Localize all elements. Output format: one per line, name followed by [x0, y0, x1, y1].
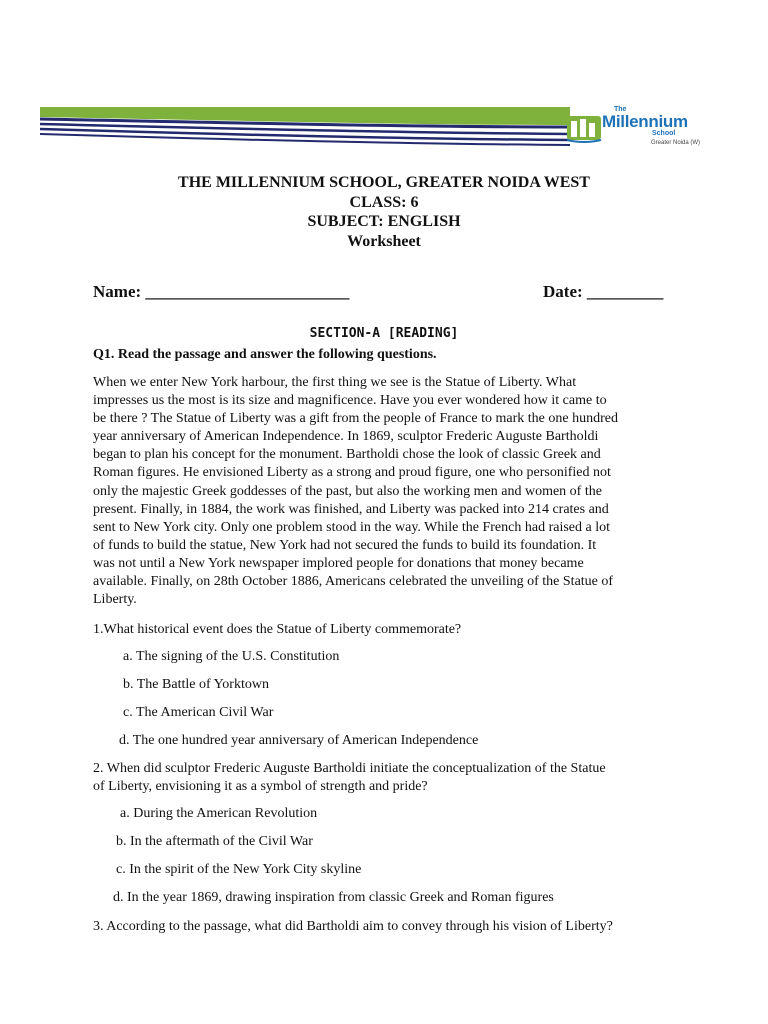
- section-title: SECTION-A [READING]: [309, 326, 459, 341]
- q1-option-a[interactable]: a. The signing of the U.S. Constitution: [123, 649, 340, 664]
- passage-line: Liberty.: [93, 592, 137, 608]
- header-banner: [40, 103, 570, 149]
- school-logo: [566, 106, 716, 152]
- logo-pre: The: [614, 106, 627, 113]
- worksheet-line: Worksheet: [347, 233, 421, 250]
- date-field[interactable]: Date: _________: [543, 282, 664, 301]
- name-field[interactable]: Name: ________________________: [93, 282, 350, 301]
- passage-line: of funds to build the statue, New York had not secured the funds to build its foundation. It: [93, 537, 597, 553]
- passage-line: Roman figures. He envisioned Liberty as a strong and proud figure, one who personified not: [93, 465, 611, 481]
- school-emblem-icon: [566, 114, 602, 144]
- passage-line: year anniversary of American Independence. In 1869, sculptor Frederic Auguste Bartholdi: [93, 429, 599, 445]
- q2-option-d[interactable]: d. In the year 1869, drawing inspiration from classic Greek and Roman figures: [113, 890, 554, 905]
- logo-name: Millennium: [602, 112, 688, 131]
- passage-line: available. Finally, on 28th October 1886, Americans celebrated the unveiling of the Statue of: [93, 574, 614, 590]
- question-3: 3. According to the passage, what did Bartholdi aim to convey through his vision of Liberty?: [93, 919, 613, 934]
- passage-line: began to plan his concept for the monument. Bartholdi chose the look of classic Greek and: [93, 447, 601, 463]
- q2-option-c[interactable]: c. In the spirit of the New York City skyline: [116, 862, 362, 877]
- reading-passage: [93, 374, 618, 609]
- q1-option-b[interactable]: b. The Battle of Yorktown: [123, 677, 269, 692]
- passage-line: was not until a New York newspaper implored people for donations that money became: [93, 555, 584, 571]
- subject-line: SUBJECT: ENGLISH: [307, 213, 461, 230]
- passage-line: When we enter New York harbour, the first thing we see is the Statue of Liberty. What: [93, 375, 577, 390]
- q2-option-a[interactable]: a. During the American Revolution: [120, 806, 318, 821]
- question-1: 1.What historical event does the Statue of Liberty commemorate?: [93, 622, 462, 637]
- question-2: 2. When did sculptor Frederic Auguste Bartholdi initiate the conceptualization of the Statue: [93, 761, 606, 776]
- logo-sub: School: [652, 130, 676, 137]
- school-title: THE MILLENNIUM SCHOOL, GREATER NOIDA WEST: [178, 174, 590, 191]
- q1-option-d[interactable]: d. The one hundred year anniversary of American Independence: [119, 733, 479, 748]
- q2-option-b[interactable]: b. In the aftermath of the Civil War: [116, 834, 313, 849]
- passage-line: be there ? The Statue of Liberty was a gift from the people of France to mark the one hundred: [93, 411, 618, 427]
- passage-line: sent to New York city. Only one problem stood in the way. While the French had raised a lot: [93, 519, 610, 535]
- passage-line: impresses us the most is its size and magnificence. Have you ever wondered how it came to: [93, 393, 607, 409]
- q1-option-c[interactable]: c. The American Civil War: [123, 705, 274, 720]
- passage-line: only the majestic Greek goddesses of the past, but also the working men and women of the: [93, 483, 602, 499]
- logo-location: Greater Noida (W): [651, 140, 701, 146]
- question-2-cont: of Liberty, envisioning it as a symbol of strength and pride?: [93, 779, 428, 794]
- passage-line: present. Finally, in 1884, the work was finished, and Liberty was packed into 214 crates and: [93, 501, 609, 517]
- question-heading: Q1. Read the passage and answer the following questions.: [93, 347, 437, 362]
- class-line: CLASS: 6: [349, 194, 419, 211]
